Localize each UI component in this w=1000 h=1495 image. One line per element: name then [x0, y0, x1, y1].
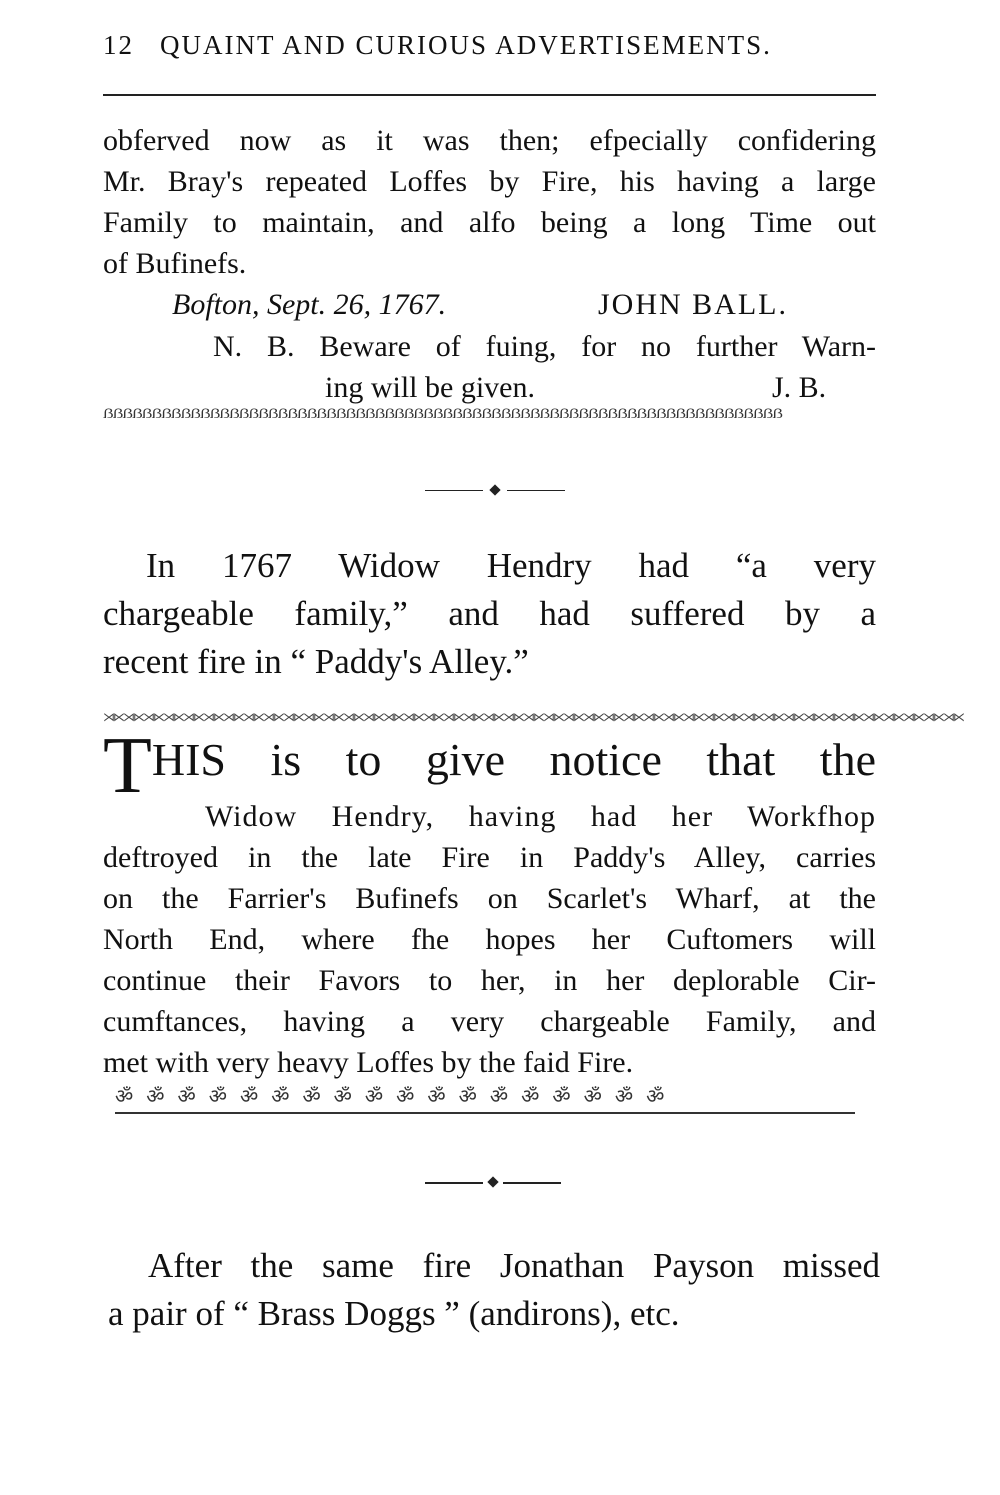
drop-cap: T: [103, 722, 152, 810]
commentary-line: a pair of “ Brass Doggs ” (andirons), etc.: [108, 1294, 680, 1333]
ad1-line: obferved now as it was then; efpecially confidering: [103, 124, 876, 157]
ad1-nb-line: ing will be given.: [325, 371, 535, 404]
commentary-line: In 1767 Widow Hendry had “a very: [146, 546, 876, 585]
ad2-body: [103, 796, 876, 1083]
ornament-border: ॐ ॐ ॐ ॐ ॐ ॐ ॐ ॐ ॐ ॐ ॐ ॐ ॐ ॐ ॐ ॐ ॐ ॐ: [115, 1082, 855, 1114]
ad2-line: on the Farrier's Bufinefs on Scarlet's Wharf, at the: [103, 882, 876, 915]
ad1-line: of Bufinefs.: [103, 247, 247, 280]
ad2-line: Widow Hendry, having had her Workfhop: [205, 800, 876, 833]
ornament-border: ẞẞẞẞẞẞẞẞẞẞẞẞẞẞẞẞẞẞẞẞẞẞẞẞẞẞẞẞẞẞẞẞẞẞẞẞẞẞẞẞẞẞẞẞẞẞẞẞẞẞẞẞẞẞẞẞẞẞẞẞẞẞẞẞẞẞẞẞẞẞ: [103, 406, 783, 422]
ad2-line: continue their Favors to her, in her deplorable Cir-: [103, 964, 876, 997]
section-divider: [425, 1176, 561, 1190]
ad1-signature: JOHN BALL.: [598, 288, 788, 321]
ad2-line: cumftances, having a very chargeable Family, and: [103, 1005, 876, 1038]
commentary-line: After the same fire Jonathan Payson missed: [148, 1246, 880, 1285]
header-rule: [103, 94, 876, 96]
ad1-line: Mr. Bray's repeated Loffes by Fire, his having a large: [103, 165, 876, 198]
ad2-line: met with very heavy Loffes by the faid Fire.: [103, 1046, 634, 1079]
ad1-nb-initials: J. B.: [772, 371, 827, 404]
commentary-line: recent fire in “ Paddy's Alley.”: [103, 642, 529, 681]
commentary-1: [103, 542, 876, 686]
ad1-nb-line: N. B. Beware of fuing, for no further Warn-: [213, 330, 876, 363]
page-number: 12: [103, 30, 134, 60]
commentary-line: chargeable family,” and had suffered by a: [103, 594, 876, 633]
ornament-border: ⋊⋉⋊⋉⋊⋉⋊⋉⋊⋉⋊⋉⋊⋉⋊⋉⋊⋉⋊⋉⋊⋉⋊⋉⋊⋉⋊⋉⋊⋉⋊⋉⋊⋉⋊⋉⋊⋉⋊⋉⋊⋉⋊⋉⋊⋉⋊⋉⋊⋉⋊⋉⋊⋉⋊⋉⋊⋉⋊⋉⋊⋉⋊⋉⋊⋉⋊⋉⋊⋉⋊⋉⋊⋉⋊⋉⋊⋉⋊⋉⋊⋉⋊⋉⋊⋉: [103, 710, 963, 724]
ad2-line: deftroyed in the late Fire in Paddy's Alley, carries: [103, 841, 876, 874]
ad2-heading: [103, 722, 876, 810]
ad2-first-line: HIS is to give notice that the: [151, 734, 876, 785]
ad1-dateline: Bofton, Sept. 26, 1767.: [172, 288, 447, 321]
running-title: QUAINT AND CURIOUS ADVERTISEMENTS.: [160, 30, 772, 60]
running-header: [103, 30, 875, 61]
ad2-line: North End, where fhe hopes her Cuftomers will: [103, 923, 876, 956]
ad1-line: Family to maintain, and alfo being a long Time out: [103, 206, 876, 239]
commentary-2: [108, 1242, 880, 1338]
section-divider: [425, 484, 565, 498]
ad1-body: [103, 120, 876, 284]
